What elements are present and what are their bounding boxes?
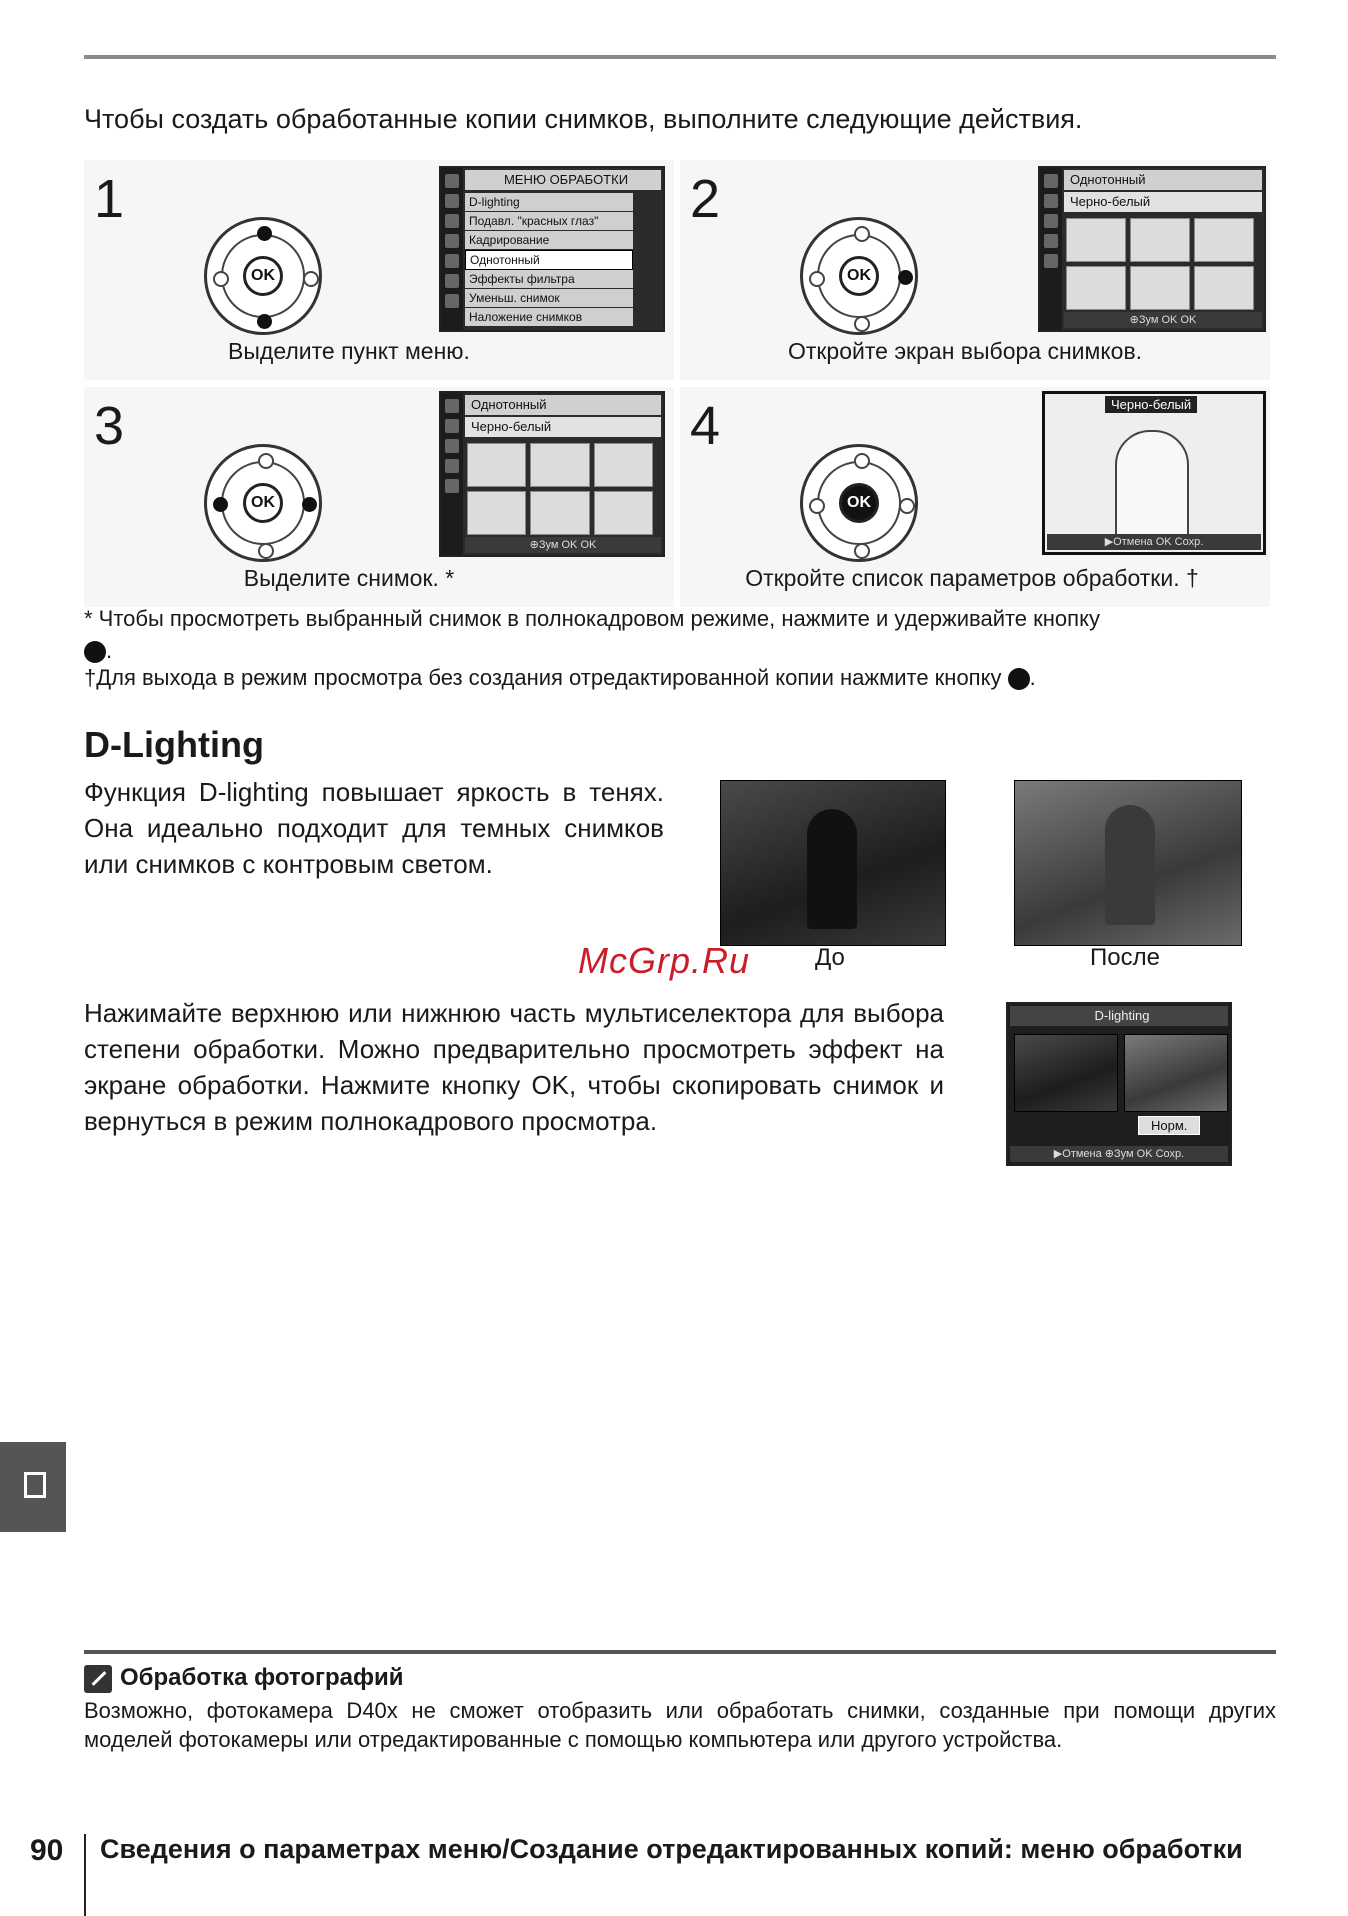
note-title bbox=[84, 1664, 404, 1693]
menu-item: Наложение снимков bbox=[465, 308, 633, 326]
step-2 bbox=[680, 160, 1270, 380]
step-caption: Выделите снимок. * bbox=[243, 565, 455, 591]
level-indicator: Норм. bbox=[1138, 1116, 1200, 1135]
note-body: Возможно, фотокамера D40x не сможет отобразить или обработать снимки, созданные при помощи других моделей фотокамеры или отредактированные с помощью компьютера или другого устройства. bbox=[84, 1698, 1276, 1752]
note-star-text: * Чтобы просмотреть выбранный снимок в полнокадровом режиме, нажмите и удерживайте кнопку bbox=[84, 606, 1100, 631]
note-star: * Чтобы просмотреть выбранный снимок в полнокадровом режиме, нажмите и удерживайте кнопку . bbox=[84, 606, 1100, 663]
dlighting-description: Функция D-lighting повышает яркость в тенях. Она идеально подходит для темных снимков или снимков с контровым светом. bbox=[84, 777, 664, 879]
step-4 bbox=[680, 387, 1270, 607]
step-caption: Откройте список параметров обработки. † bbox=[745, 565, 1199, 591]
dlighting-screen bbox=[1006, 1002, 1232, 1166]
screen-title: Однотонный bbox=[465, 395, 661, 415]
retouch-tab bbox=[0, 1442, 66, 1532]
multi-selector-icon bbox=[800, 217, 918, 335]
watermark: McGrp.Ru bbox=[578, 940, 751, 981]
photo-after bbox=[1014, 780, 1242, 946]
image-select-screen bbox=[1038, 166, 1266, 332]
footer-divider bbox=[84, 1834, 86, 1916]
step-number: 1 bbox=[94, 169, 125, 229]
step-1 bbox=[84, 160, 674, 380]
ok-button-icon: OK bbox=[839, 483, 879, 523]
section-heading: D-Lighting bbox=[84, 724, 264, 765]
menu-item: Эффекты фильтра bbox=[465, 270, 633, 288]
note-dagger-text: †Для выхода в режим просмотра без создания отредактированной копии нажмите кнопку bbox=[84, 665, 1002, 690]
menu-item: Уменьш. снимок bbox=[465, 289, 633, 307]
menu-item: Подавл. "красных глаз" bbox=[465, 212, 633, 230]
ok-button-icon: OK bbox=[839, 256, 879, 296]
image-select-screen bbox=[439, 391, 665, 557]
step-caption: Откройте экран выбора снимков. bbox=[787, 338, 1143, 364]
screen-title: МЕНЮ ОБРАБОТКИ bbox=[465, 170, 661, 190]
step-3 bbox=[84, 387, 674, 607]
photo-before bbox=[720, 780, 946, 946]
top-rule bbox=[84, 55, 1276, 59]
step-number: 2 bbox=[690, 169, 721, 229]
retouch-menu-screen bbox=[439, 166, 665, 332]
ok-button-icon: OK bbox=[243, 256, 283, 296]
playback-button-icon bbox=[1008, 668, 1030, 690]
menu-item: Кадрирование bbox=[465, 231, 633, 249]
screen-footer: ▶Отмена ⊕Зум OK Сохр. bbox=[1010, 1146, 1228, 1162]
screen-title: D-lighting bbox=[1010, 1006, 1228, 1026]
step-number: 3 bbox=[94, 396, 125, 456]
screen-footer: ▶Отмена OK Сохр. bbox=[1047, 534, 1261, 550]
multi-selector-icon bbox=[204, 444, 322, 562]
menu-item-selected: Однотонный bbox=[465, 250, 633, 270]
screen-title: Однотонный bbox=[1064, 170, 1262, 190]
zoom-button-icon bbox=[84, 641, 106, 663]
after-label: После bbox=[1090, 944, 1160, 971]
portrait-illustration bbox=[1115, 430, 1189, 544]
note-title-text: Обработка фотографий bbox=[120, 1664, 404, 1691]
preview-screen bbox=[1042, 391, 1266, 555]
screen-subtitle: Черно-белый bbox=[465, 417, 661, 437]
footer-title: Сведения о параметрах меню/Создание отредактированных копий: меню обработки bbox=[100, 1834, 1243, 1864]
step-caption: Выделите пункт меню. bbox=[228, 338, 470, 364]
menu-item: D-lighting bbox=[465, 193, 633, 211]
pencil-icon bbox=[84, 1665, 112, 1693]
ok-button-icon: OK bbox=[243, 483, 283, 523]
multi-selector-icon bbox=[204, 217, 322, 335]
intro-text: Чтобы создать обработанные копии снимков, выполните следующие действия. bbox=[84, 104, 1083, 134]
screen-subtitle: Черно-белый bbox=[1064, 192, 1262, 212]
dlighting-instructions: Нажимайте верхнюю или нижнюю часть мультиселектора для выбора степени обработки. Можно предварительно просмотреть эффект на экране обработки. Нажмите кнопку OK, чтобы скопировать снимок и вернуться в режим полнокадрового просмотра. bbox=[84, 998, 944, 1136]
page-number: 90 bbox=[30, 1834, 64, 1867]
note-rule bbox=[84, 1650, 1276, 1654]
step-number: 4 bbox=[690, 396, 721, 456]
screen-footer: ⊕Зум OK OK bbox=[465, 537, 661, 553]
retouch-icon bbox=[24, 1472, 46, 1498]
note-dagger: †Для выхода в режим просмотра без создания отредактированной копии нажмите кнопку . bbox=[84, 665, 1036, 690]
multi-selector-icon bbox=[800, 444, 918, 562]
screen-footer: ⊕Зум OK OK bbox=[1064, 312, 1262, 328]
before-label: До bbox=[815, 944, 845, 971]
screen-title: Черно-белый bbox=[1105, 396, 1197, 413]
